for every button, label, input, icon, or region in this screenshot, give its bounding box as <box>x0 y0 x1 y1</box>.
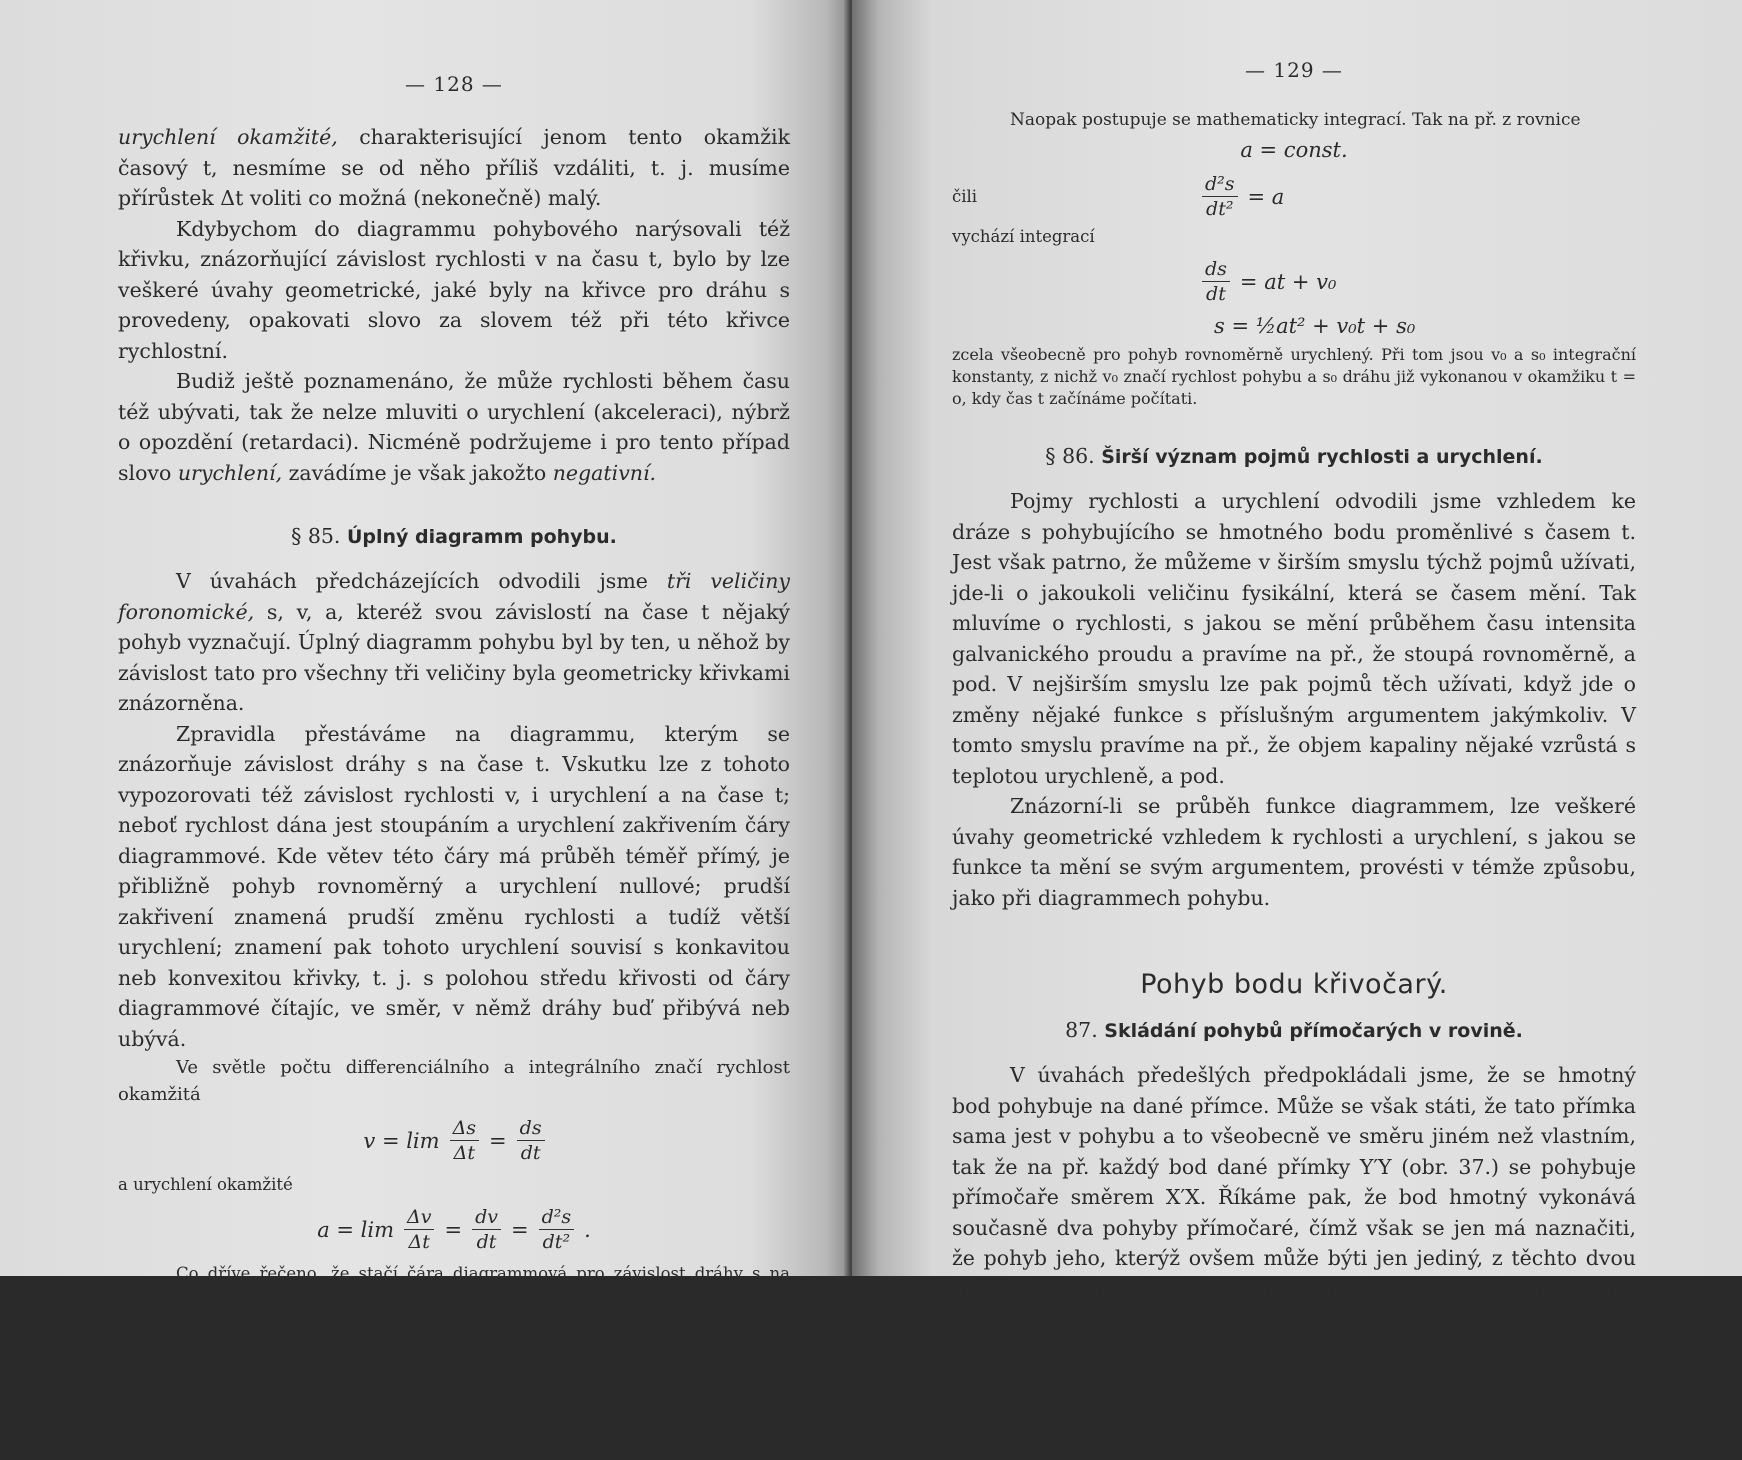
section-87-heading <box>952 1018 1636 1042</box>
numerator: ds <box>517 1116 545 1141</box>
paragraph-1 <box>118 122 790 214</box>
paragraph-3: Pojmy rychlosti a urychlení odvodili jsme vzhledem ke dráze s pohybujícího se hmotného bodu proměnlivé s časem t. Jest však patrno, že můžeme v širším smyslu týchž pojmů užívati, jde-li o jakoukoli veličinu fysikální, která se časem mění. Tak mluvíme o rychlosti, s jakou se mění průběhem času intensita galvanického proudu a pravíme na př., že stoupá rovnoměrně, a pod. V nejširším smyslu lze pak pojmů těch užívati, když jde o změny nějaké funkce s příslušným argumentem jakýmkoliv. V tomto smyslu pravíme na př., že objem kapaliny nějaké vzrůstá s teplotou urychleně, a pod. <box>952 489 1636 788</box>
section-title: Úplný diagramm pohybu. <box>346 526 617 548</box>
fraction <box>404 1205 434 1254</box>
equation-v-derivative: v = f′(t) <box>413 1376 495 1400</box>
paragraph-6: Ve světle počtu differenciálního a integrálního značí rychlost okamžitá <box>118 1057 790 1105</box>
equation-second-derivative <box>1062 172 1636 221</box>
numerator: d²s <box>1202 172 1238 197</box>
eq-lhs: v = lim <box>363 1128 440 1153</box>
right-page <box>852 0 1742 1358</box>
denominator: dt <box>1206 283 1226 305</box>
paragraph-5: Zpravidla přestáváme na diagrammu, kterým se znázorňuje závislost dráhy s na čase t. Vskutku lze z tohoto vypozorovati též závislost rychlosti v, i urychlení a na čase t; neboť rychlost dána jest stoupáním a urychlení zakřivením čáry diagrammové. Kde větev této čáry má průběh téměř přímý, je přibližně pohyb rovnoměrný a urychlení nullové; prudší zakřivení znamená prudší změnu rychlosti a tudíž větší urychlení; znamení pak tohoto urychlení souvisí s konkavitou neb konvexitou křivky, t. j. s polohou středu křivosti od čáry diagrammové čítajíc, ve směr, v němž dráhy buď přibývá neb ubývá. <box>118 721 790 1051</box>
equation-label: vychází integrací <box>952 227 1095 246</box>
equation-path-integral: s = ½at² + v₀t + s₀ <box>1214 314 1416 338</box>
denominator: dt² <box>542 1231 571 1253</box>
equation-label: a urychlení okamžité <box>118 1175 293 1194</box>
paragraph-8: pro posouzení celého pohybu; neboť rychlost v plyne derivací <box>118 1348 631 1367</box>
denominator: dt <box>520 1142 541 1164</box>
equation-velocity <box>118 1116 790 1165</box>
cili-row <box>952 168 1636 225</box>
signature-mark: 9 <box>1627 1342 1636 1358</box>
section-number: § 86. <box>1045 444 1095 468</box>
footer-author: Dr. V. Strouhal: Mechanika, 2. vyd. <box>978 1342 1207 1358</box>
paragraph-7: Co dříve řečeno, že stačí čára diagrammová pro závislost dráhy s na času t, znamená mathematicky, že stačí závislost formy <box>118 1264 790 1307</box>
paragraph-5: V úvahách předešlých předpokládali jsme, že se hmotný bod pohybuje na dané přímce. Může se však státi, že tato přímka sama jest v pohybu a to všeobecně ve směru jiném než vlastním, tak že na př. každý bod dané přímky Y′Y (obr. 37.) se pohybuje přímočaře směrem X′X. Říkáme pak, že bod hmotný vykonává současně dva pohyby přímočaré, čímž však se jen má naznačiti, že pohyb jeho, kterýž ovšem může býti jen jediný, z těchto dvou jakožto výsledný vzniká. Jest pak dán úkol, tento výsledný pohyb určiti. <box>952 1063 1636 1331</box>
section-85-heading <box>118 524 790 548</box>
fraction <box>472 1205 501 1254</box>
paragraph-2: zcela všeobecně pro pohyb rovnoměrně urychlený. Při tom jsou v₀ a s₀ integrační konstanty, z nichž v₀ značí rychlost pohybu a s₀ dráhu již vykonanou v okamžiku t = o, kdy čas t začínáme počítati. <box>952 345 1636 408</box>
emphasis: urychlení, <box>177 460 283 485</box>
paragraph-4 <box>118 566 790 719</box>
denominator: dt <box>476 1231 497 1253</box>
emphasis: urychlení okamžité, <box>118 125 338 149</box>
numerator: Δs <box>450 1116 479 1141</box>
section-86-heading <box>952 444 1636 468</box>
paragraph-text: Budiž ještě poznamenáno, že může rychlosti během času též ubývati, tak že nelze mluviti o urychlení (akceleraci), nýbrž o opozdění (retardaci). Nicméně podržujeme i pro tento případ slovo <box>118 369 790 485</box>
section-title: Širší význam pojmů rychlosti a urychlení. <box>1101 446 1543 468</box>
page-footer <box>952 1343 1636 1358</box>
equation-s: s = f(t) <box>416 1316 492 1340</box>
equation-label: čili <box>952 186 978 206</box>
paragraph-text: V úvahách předcházejících odvodili jsme <box>176 569 667 593</box>
paragraph-2: Kdybychom do diagrammu pohybového narýsovali též křivku, znázorňující závislost rychlosti v na času t, bylo by lze veškeré úvahy geometrické, jaké byly na křivce pro dráhu s provedeny, opakovati slovo za slovem též při této křivce rychlostní. <box>118 216 790 363</box>
left-page <box>0 0 852 1460</box>
equation-const: a = const. <box>1240 138 1348 162</box>
page-number-left: — 128 — <box>405 72 503 96</box>
numerator: ds <box>1202 257 1230 282</box>
eq-sign: = <box>489 1128 507 1153</box>
fraction <box>539 1205 575 1254</box>
fraction <box>1202 257 1230 306</box>
fraction <box>450 1116 479 1165</box>
denominator: Δt <box>408 1231 430 1253</box>
fraction <box>517 1116 545 1165</box>
paragraph-1: Naopak postupuje se mathematicky integrací. Tak na př. z rovnice <box>1010 110 1581 130</box>
equation-velocity-integral <box>952 257 1636 306</box>
paragraph-text: charakterisující jenom tento okamžik časový t, nesmíme se od něho příliš vzdáliti, t. j. musíme přírůstek Δt voliti co možná (nekonečně) malý. <box>118 125 790 210</box>
denominator: dt² <box>1206 198 1234 220</box>
paragraph-4: Znázorní-li se průběh funkce diagrammem, lze veškeré úvahy geometrické vzhledem k rychlosti a urychlení, s jakou se funkce ta mění se svým argumentem, provésti v témže způsobu, jako při diagrammech pohybu. <box>952 794 1636 910</box>
vychazi-row <box>952 225 1636 249</box>
equation-acceleration <box>118 1205 790 1254</box>
eq-sign: = <box>510 1217 529 1242</box>
section-number: 87. <box>1065 1018 1098 1042</box>
numerator: d²s <box>539 1205 575 1230</box>
equation-a-derivative: a = f″(t). <box>408 1436 500 1460</box>
emphasis: tři veličiny foronomické, <box>118 569 790 624</box>
part-title: Pohyb bodu křivočarý. <box>1140 969 1448 1000</box>
paragraph-text: zavádíme je však jakožto <box>282 460 553 485</box>
eq-rhs: = a <box>1247 184 1285 209</box>
section-number: § 85. <box>291 524 341 548</box>
numerator: dv <box>472 1205 501 1230</box>
fraction <box>1202 172 1238 221</box>
eq-rhs: = at + v₀ <box>1239 269 1337 294</box>
eq-sign: = <box>444 1217 463 1242</box>
section-title: Skládání pohybů přímočarých v rovině. <box>1104 1020 1523 1042</box>
emphasis: negativní. <box>552 460 657 485</box>
numerator: Δv <box>404 1205 434 1230</box>
page-number-right: — 129 — <box>1245 58 1343 82</box>
paragraph-9: a podobně urychlení a derivací další <box>118 1408 422 1427</box>
denominator: Δt <box>453 1142 475 1164</box>
eq-end: . <box>584 1217 591 1242</box>
eq-lhs: a = lim <box>317 1217 394 1242</box>
paragraph-text: s, v, a, kteréž svou závislostí na čase t nějaký pohyb vyznačují. Úplný diagramm pohybu byl by ten, u něhož by závislost tato pro všechny tři veličiny byla geometricky křivkami znázorněna. <box>118 599 790 715</box>
paragraph-3 <box>118 366 790 488</box>
acceleration-row <box>118 1173 790 1197</box>
